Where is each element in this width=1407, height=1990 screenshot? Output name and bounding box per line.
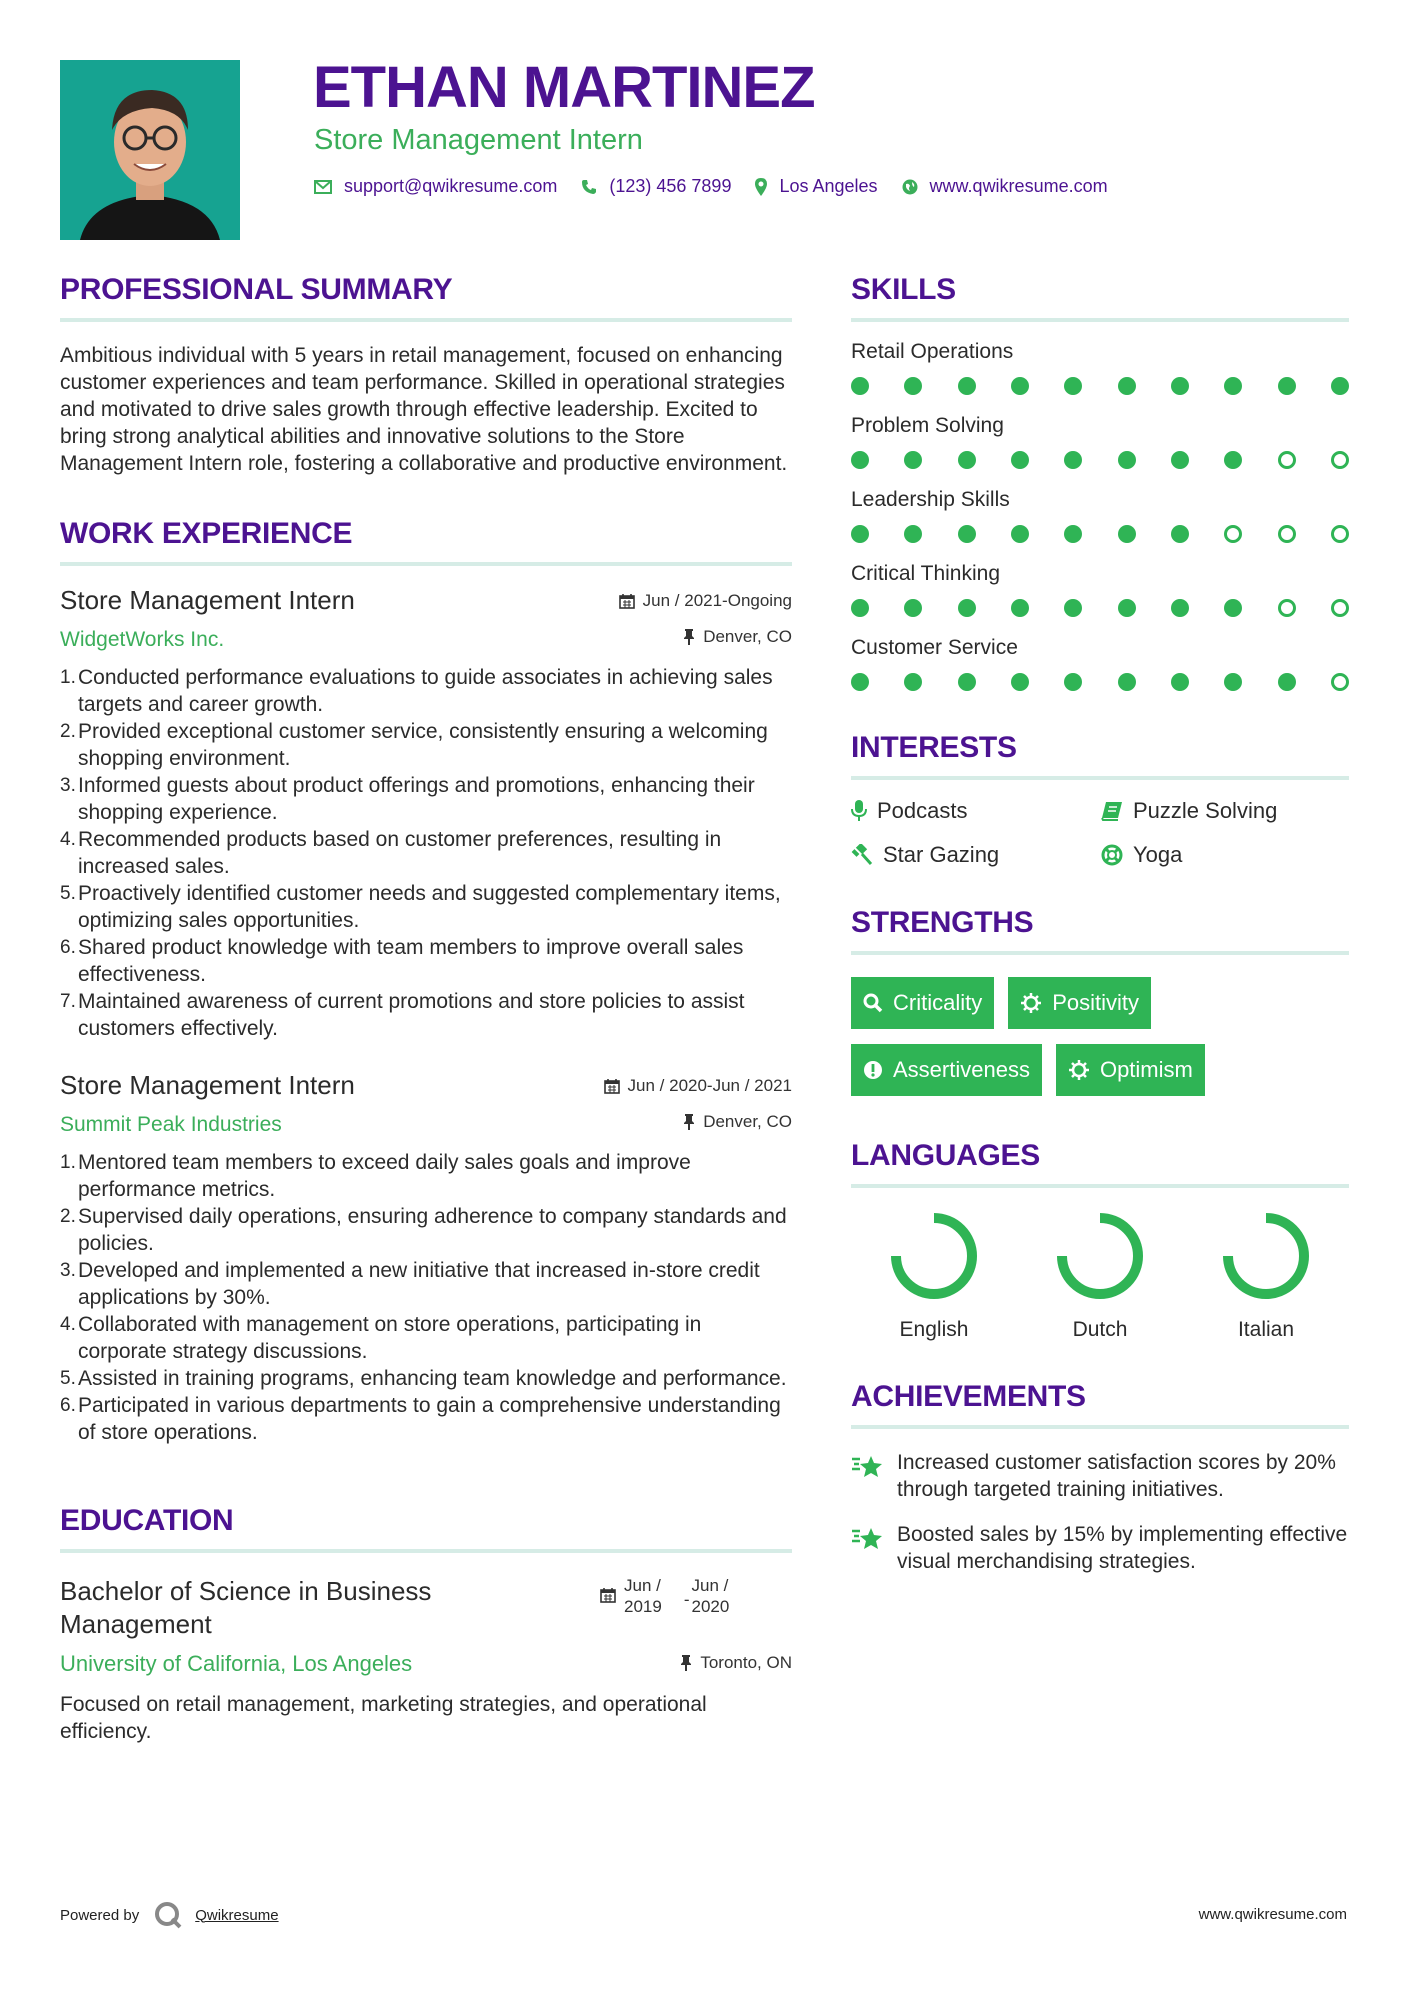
gear-icon bbox=[1020, 992, 1042, 1014]
rating-dot-filled bbox=[904, 451, 922, 469]
job-company: Summit Peak Industries bbox=[60, 1113, 282, 1136]
rating-dot-filled bbox=[851, 525, 869, 543]
interest-item bbox=[1101, 842, 1351, 868]
rating-dot-filled bbox=[1011, 599, 1029, 617]
rating-dot-filled bbox=[904, 673, 922, 691]
rating-dot-filled bbox=[958, 673, 976, 691]
skill-rating bbox=[851, 451, 1349, 469]
rating-dot-filled bbox=[1064, 377, 1082, 395]
section-divider bbox=[851, 1184, 1349, 1188]
globe-icon bbox=[902, 179, 918, 195]
skill-name: Critical Thinking bbox=[851, 562, 1000, 585]
job-title: Store Management Intern bbox=[60, 1070, 355, 1100]
strengths-section bbox=[851, 906, 1349, 1111]
rating-dot-filled bbox=[1331, 377, 1349, 395]
list-item: 7. Maintained awareness of current promotions and store policies to assist customers effectively. bbox=[60, 990, 745, 1040]
strength-label: Optimism bbox=[1099, 1057, 1193, 1082]
rating-dot-filled bbox=[851, 599, 869, 617]
strength-badge bbox=[1056, 1044, 1205, 1096]
rating-dot-filled bbox=[958, 599, 976, 617]
rating-dot-filled bbox=[1064, 451, 1082, 469]
education-entry bbox=[60, 1575, 792, 1745]
footer-powered-by bbox=[60, 1900, 279, 1930]
rating-dot-empty bbox=[1278, 599, 1296, 617]
left-column bbox=[60, 273, 792, 1745]
rating-dot-filled bbox=[1278, 377, 1296, 395]
skill-name: Leadership Skills bbox=[851, 488, 1010, 511]
job-location bbox=[683, 1112, 792, 1132]
rating-dot-empty bbox=[1224, 525, 1242, 543]
language-level-ring bbox=[1220, 1210, 1312, 1302]
section-title-summary: PROFESSIONAL SUMMARY bbox=[60, 273, 453, 306]
list-item: 1. Mentored team members to exceed daily sales goals and improve performance metrics. bbox=[60, 1151, 691, 1201]
skill-name: Problem Solving bbox=[851, 414, 1004, 437]
edu-date-dash: - bbox=[683, 1590, 690, 1609]
footer-website[interactable]: www.qwikresume.com bbox=[1198, 1906, 1347, 1923]
skill-name: Customer Service bbox=[851, 636, 1018, 659]
education-location-text: Toronto, ON bbox=[700, 1653, 792, 1672]
section-divider bbox=[60, 318, 792, 322]
interest-label: Puzzle Solving bbox=[1133, 798, 1278, 823]
skill-row bbox=[851, 340, 1349, 395]
degree-title: Bachelor of Science in Business Management bbox=[60, 1576, 432, 1639]
rating-dot-filled bbox=[1224, 673, 1242, 691]
shooting-star-icon bbox=[851, 1525, 885, 1553]
strength-label: Positivity bbox=[1052, 990, 1140, 1015]
calendar-icon bbox=[619, 593, 635, 609]
rating-dot-filled bbox=[1224, 451, 1242, 469]
achievement-item bbox=[851, 1521, 1349, 1575]
strengths-badges bbox=[851, 977, 1349, 1111]
right-column bbox=[851, 273, 1349, 1575]
rating-dot-empty bbox=[1331, 525, 1349, 543]
language-label: English bbox=[899, 1318, 969, 1341]
book-icon bbox=[1101, 801, 1123, 821]
rating-dot-filled bbox=[1171, 599, 1189, 617]
rating-dot-filled bbox=[1224, 599, 1242, 617]
language-level-arc bbox=[1062, 1218, 1138, 1294]
skill-rating bbox=[851, 525, 1349, 543]
education-location bbox=[680, 1653, 792, 1673]
language-level-ring bbox=[888, 1210, 980, 1302]
achievement-item bbox=[851, 1449, 1349, 1503]
section-title-achievements: ACHIEVEMENTS bbox=[851, 1380, 1086, 1413]
email-text: support@qwikresume.com bbox=[344, 176, 558, 196]
calendar-icon bbox=[604, 1078, 620, 1094]
job-location-text: Denver, CO bbox=[703, 627, 792, 646]
skill-row bbox=[851, 414, 1349, 469]
work-section bbox=[60, 517, 792, 1446]
interests-section bbox=[851, 731, 1349, 868]
list-item: 1. Conducted performance evaluations to guide associates in achieving sales targets and career growth. bbox=[60, 666, 773, 716]
contact-location bbox=[755, 176, 877, 197]
interest-item bbox=[1101, 798, 1351, 824]
job-bullets bbox=[60, 1149, 792, 1446]
rating-dot-filled bbox=[1118, 451, 1136, 469]
strength-badge bbox=[851, 1044, 1042, 1096]
section-title-education: EDUCATION bbox=[60, 1504, 234, 1537]
rating-dot-empty bbox=[1331, 451, 1349, 469]
section-divider bbox=[851, 318, 1349, 322]
skill-rating bbox=[851, 599, 1349, 617]
rating-dot-filled bbox=[851, 377, 869, 395]
pushpin-icon bbox=[680, 1655, 692, 1671]
list-item: 4. Collaborated with management on store operations, participating in corporate strategy discussions. bbox=[60, 1313, 702, 1363]
job-location-text: Denver, CO bbox=[703, 1112, 792, 1131]
rating-dot-filled bbox=[1011, 451, 1029, 469]
footer-brand-link[interactable]: Qwikresume bbox=[195, 1906, 279, 1924]
list-item: 2. Provided exceptional customer service, consistently ensuring a welcoming shopping environment. bbox=[60, 720, 768, 770]
summary-text: Ambitious individual with 5 years in retail management, focused on enhancing customer experiences and team performance. Skilled in operational strategies and motivated to drive sales growth through effective leadership. Excited to bring strong analytical abilities and innovative solutions to the Store Management Intern role, fostering a collaborative and productive environment. bbox=[60, 344, 788, 475]
edu-start-month: Jun / bbox=[624, 1576, 661, 1595]
candidate-name: ETHAN MARTINEZ bbox=[313, 55, 815, 120]
contact-bar bbox=[314, 176, 1132, 197]
skills-list bbox=[851, 340, 1349, 691]
calendar-icon bbox=[600, 1587, 616, 1603]
job-date bbox=[619, 591, 792, 611]
section-divider bbox=[60, 562, 792, 566]
language-level-ring bbox=[1054, 1210, 1146, 1302]
rating-dot-filled bbox=[958, 377, 976, 395]
rating-dot-filled bbox=[904, 377, 922, 395]
list-item: 5. Proactively identified customer needs and suggested complementary items, optimizing sales opportunities. bbox=[60, 882, 781, 932]
interests-grid bbox=[851, 798, 1349, 868]
languages-section bbox=[851, 1139, 1349, 1342]
job-date-text: Jun / 2021-Ongoing bbox=[642, 591, 792, 610]
skills-section bbox=[851, 273, 1349, 691]
rating-dot-filled bbox=[1118, 673, 1136, 691]
strength-label: Assertiveness bbox=[893, 1057, 1030, 1082]
achievement-text: Increased customer satisfaction scores by 20% through targeted training initiatives. bbox=[897, 1451, 1336, 1501]
interest-label: Podcasts bbox=[877, 798, 968, 823]
section-divider bbox=[851, 951, 1349, 955]
rating-dot-filled bbox=[904, 599, 922, 617]
job-date bbox=[604, 1076, 792, 1096]
list-item: 3. Developed and implemented a new initiative that increased in-store credit applications by 30%. bbox=[60, 1259, 760, 1309]
search-icon bbox=[863, 993, 883, 1013]
job-entry bbox=[60, 1070, 792, 1446]
edu-end-year: 2020 bbox=[691, 1597, 730, 1616]
list-item: 2. Supervised daily operations, ensuring adherence to company standards and policies. bbox=[60, 1205, 787, 1255]
rating-dot-filled bbox=[1011, 525, 1029, 543]
job-company: WidgetWorks Inc. bbox=[60, 628, 225, 651]
exclamation-icon bbox=[863, 1060, 883, 1080]
pushpin-icon bbox=[683, 629, 695, 645]
rating-dot-filled bbox=[1118, 525, 1136, 543]
rating-dot-filled bbox=[851, 451, 869, 469]
rating-dot-filled bbox=[1171, 377, 1189, 395]
contact-phone[interactable] bbox=[581, 176, 731, 197]
job-entry bbox=[60, 585, 792, 1042]
education-description: Focused on retail management, marketing strategies, and operational efficiency. bbox=[60, 1693, 707, 1743]
contact-website[interactable] bbox=[902, 176, 1108, 197]
rating-dot-filled bbox=[904, 525, 922, 543]
education-section bbox=[60, 1504, 792, 1745]
section-title-strengths: STRENGTHS bbox=[851, 906, 1034, 939]
languages-list bbox=[851, 1210, 1349, 1342]
envelope-icon bbox=[314, 180, 332, 194]
list-item: 3. Informed guests about product offerings and promotions, enhancing their shopping experience. bbox=[60, 774, 755, 824]
job-bullets bbox=[60, 664, 792, 1042]
profile-photo bbox=[60, 60, 240, 240]
skill-name: Retail Operations bbox=[851, 340, 1014, 363]
rating-dot-filled bbox=[1118, 377, 1136, 395]
section-title-work: WORK EXPERIENCE bbox=[60, 517, 353, 550]
section-title-skills: SKILLS bbox=[851, 273, 956, 306]
rating-dot-empty bbox=[1331, 599, 1349, 617]
section-divider bbox=[851, 776, 1349, 780]
rating-dot-filled bbox=[1011, 377, 1029, 395]
summary-section bbox=[60, 273, 792, 477]
list-item: 6. Shared product knowledge with team members to improve overall sales effectiveness. bbox=[60, 936, 744, 986]
strength-label: Criticality bbox=[893, 990, 983, 1015]
rating-dot-filled bbox=[1171, 673, 1189, 691]
language-label: Italian bbox=[1237, 1318, 1295, 1341]
section-title-languages: LANGUAGES bbox=[851, 1139, 1040, 1172]
rating-dot-empty bbox=[1278, 525, 1296, 543]
website-text: www.qwikresume.com bbox=[929, 176, 1108, 196]
lifebuoy-icon bbox=[1101, 844, 1123, 866]
rating-dot-filled bbox=[1278, 673, 1296, 691]
interest-label: Star Gazing bbox=[883, 842, 1000, 867]
gear-icon bbox=[1068, 1059, 1090, 1081]
rating-dot-filled bbox=[1064, 673, 1082, 691]
microphone-icon bbox=[851, 800, 867, 822]
skill-rating bbox=[851, 377, 1349, 395]
rating-dot-filled bbox=[1064, 525, 1082, 543]
language-level-arc bbox=[896, 1218, 972, 1294]
interest-label: Yoga bbox=[1133, 842, 1183, 867]
rating-dot-filled bbox=[1011, 673, 1029, 691]
rating-dot-empty bbox=[1278, 451, 1296, 469]
rating-dot-filled bbox=[1171, 451, 1189, 469]
rating-dot-filled bbox=[851, 673, 869, 691]
rating-dot-filled bbox=[1118, 599, 1136, 617]
list-item: 6. Participated in various departments to gain a comprehensive understanding of store operations. bbox=[60, 1394, 781, 1444]
rating-dot-filled bbox=[1171, 525, 1189, 543]
education-dates bbox=[600, 1575, 729, 1617]
pushpin-icon bbox=[683, 1114, 695, 1130]
strength-badge bbox=[1008, 977, 1151, 1029]
school-name: University of California, Los Angeles bbox=[60, 1651, 413, 1676]
edu-start-year: 2019 bbox=[624, 1597, 662, 1616]
qwikresume-logo-icon bbox=[153, 1900, 183, 1930]
section-title-interests: INTERESTS bbox=[851, 731, 1017, 764]
map-pin-icon bbox=[755, 178, 767, 196]
location-text: Los Angeles bbox=[779, 176, 878, 196]
language-label: Dutch bbox=[1072, 1318, 1128, 1341]
list-item: 4. Recommended products based on customer preferences, resulting in increased sales. bbox=[60, 828, 722, 878]
section-divider bbox=[851, 1425, 1349, 1429]
achievement-text: Boosted sales by 15% by implementing effective visual merchandising strategies. bbox=[897, 1523, 1348, 1573]
shooting-star-icon bbox=[851, 1453, 885, 1481]
job-date-text: Jun / 2020-Jun / 2021 bbox=[627, 1076, 792, 1095]
interest-item bbox=[851, 798, 1101, 824]
interest-item bbox=[851, 842, 1101, 868]
skill-row bbox=[851, 562, 1349, 617]
language-item bbox=[1017, 1210, 1183, 1342]
candidate-title: Store Management Intern bbox=[314, 124, 643, 156]
phone-icon bbox=[581, 179, 597, 195]
powered-by-text: Powered by bbox=[60, 1906, 140, 1924]
rating-dot-filled bbox=[1224, 377, 1242, 395]
rating-dot-filled bbox=[1064, 599, 1082, 617]
achievements-section bbox=[851, 1380, 1349, 1575]
section-divider bbox=[60, 1549, 792, 1553]
contact-email[interactable] bbox=[314, 176, 557, 197]
rating-dot-filled bbox=[958, 525, 976, 543]
job-title: Store Management Intern bbox=[60, 585, 355, 615]
language-item bbox=[851, 1210, 1017, 1342]
skill-row bbox=[851, 488, 1349, 543]
language-level-arc bbox=[1228, 1218, 1304, 1294]
strength-badge bbox=[851, 977, 994, 1029]
list-item: 5. Assisted in training programs, enhancing team knowledge and performance. bbox=[60, 1367, 787, 1390]
language-item bbox=[1183, 1210, 1349, 1342]
skill-row bbox=[851, 636, 1349, 691]
edu-end-month: Jun / bbox=[691, 1576, 729, 1595]
skill-rating bbox=[851, 673, 1349, 691]
rating-dot-filled bbox=[958, 451, 976, 469]
gavel-icon bbox=[851, 844, 873, 866]
phone-text: (123) 456 7899 bbox=[609, 176, 732, 196]
job-location bbox=[683, 627, 792, 647]
rating-dot-empty bbox=[1331, 673, 1349, 691]
